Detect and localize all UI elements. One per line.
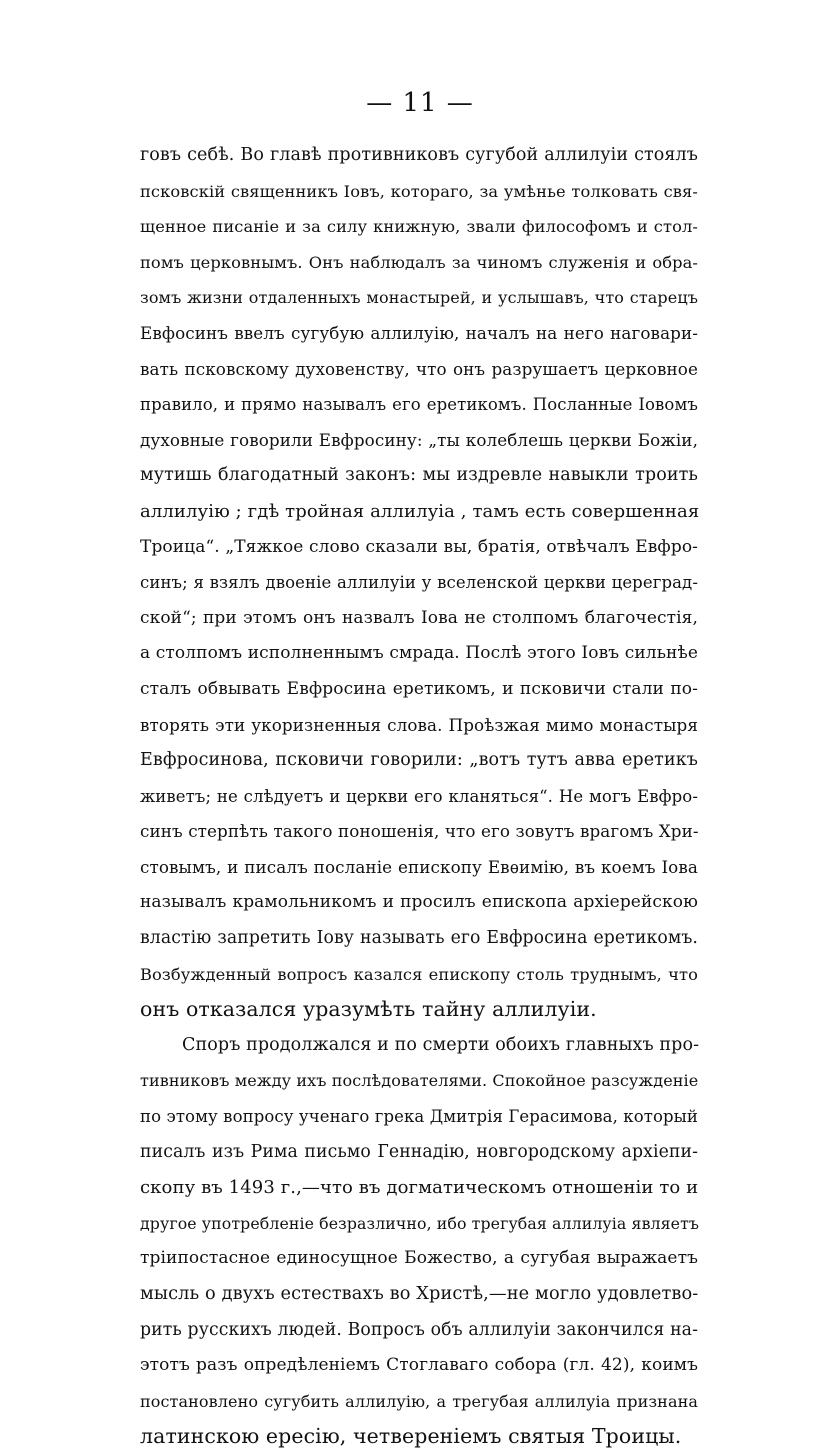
text-line: мутишь благодатный законъ: мы издревле навыкли троить: [140, 465, 698, 486]
text-line: постановлено сугубить аллилуію, а трегубая аллилуіа признана: [140, 1391, 698, 1411]
body-text: [140, 138, 698, 1455]
text-line: аллилуію ; гдѣ тройная аллилуіа , тамъ есть совершенная: [140, 500, 700, 522]
text-line: Евфросинова, псковичи говорили: „вотъ тутъ авва еретикъ: [140, 750, 698, 771]
text-line: Возбужденный вопросъ казался епископу столь труднымъ, что: [140, 964, 698, 984]
text-line: помъ церковнымъ. Онъ наблюдалъ за чиномъ служенія и обра-: [140, 252, 698, 272]
text-line: по этому вопросу ученаго грека Дмитрія Герасимова, который: [140, 1107, 698, 1127]
text-line: называлъ крамольникомъ и просилъ епископа архіерейскою: [140, 892, 698, 913]
text-line: говъ себѣ. Во главѣ противниковъ сугубой аллилуіи стоялъ: [140, 145, 698, 165]
text-line: мысль о двухъ естествахъ во Христѣ,—не могло удовлетво-: [140, 1284, 699, 1304]
page-number: — 11 —: [366, 88, 474, 118]
text-line: писалъ изъ Рима письмо Геннадію, новгородскому архіепи-: [140, 1141, 698, 1162]
text-line: онъ отказался уразумѣть тайну аллилуіи.: [140, 997, 597, 1022]
text-line: тріипостасное единосущное Божество, а сугубая выражаетъ: [140, 1248, 698, 1269]
text-line: другое употребленіе безразлично, ибо трегубая аллилуіа являетъ: [140, 1213, 700, 1233]
text-line: синъ; я взялъ двоеніе аллилуіи у вселенской церкви цереград-: [140, 573, 698, 593]
text-line: духовные говорили Евфросину: „ты колеблешь церкви Божіи,: [140, 429, 698, 450]
text-line: Троица“. „Тяжкое слово сказали вы, братія, отвѣчалъ Евфро-: [140, 536, 698, 557]
text-line: правило, и прямо называлъ его еретикомъ. Посланные Іовомъ: [140, 395, 698, 415]
text-line: вторять эти укоризненныя слова. Проѣзжая мимо монастыря: [140, 714, 698, 735]
paragraph-1: [140, 138, 698, 1028]
paragraph-2: [140, 1028, 698, 1455]
text-line: властію запретить Іову называть его Евфросина еретикомъ.: [140, 928, 698, 949]
text-line: щенное писаніе и за силу книжную, звали философомъ и стол-: [140, 217, 698, 237]
text-line: сталъ обвывать Евфросина еретикомъ, и псковичи стали по-: [140, 678, 698, 699]
text-line: скопу въ 1493 г.,—что въ догматическомъ отношеніи то и: [140, 1177, 699, 1199]
text-line: этотъ разъ опредѣленіемъ Стоглаваго собора (гл. 42), коимъ: [140, 1355, 698, 1376]
text-line: латинскою ересію, четвереніемъ святыя Троицы.: [140, 1424, 682, 1449]
text-line: живетъ; не слѣдуетъ и церкви его кланяться“. Не могъ Евфро-: [140, 786, 698, 806]
text-line: Евфосинъ ввелъ сугубую аллилуію, началъ на него наговари-: [140, 322, 698, 343]
text-line: тивниковъ между ихъ послѣдователями. Спокойное разсужденіе: [140, 1071, 699, 1091]
text-line: рить русскихъ людей. Вопросъ объ аллилуіи закончился на-: [140, 1319, 698, 1340]
text-line: вать псковскому духовенству, что онъ разрушаетъ церковное: [140, 358, 698, 379]
text-line: зомъ жизни отдаленныхъ монастырей, и услышавъ, что старецъ: [140, 288, 698, 308]
text-line: ской“; при этомъ онъ назвалъ Іова не столпомъ благочестія,: [140, 607, 698, 628]
text-line: Споръ продолжался и по смерти обоихъ главныхъ про-: [182, 1034, 700, 1055]
text-line: псковскій священникъ Іовъ, котораго, за умѣнье толковать свя-: [140, 181, 698, 201]
text-line: синъ стерпѣть такого поношенія, что его зовутъ врагомъ Хри-: [140, 821, 699, 842]
text-line: а столпомъ исполненнымъ смрада. Послѣ этого Іовъ сильнѣе: [140, 643, 698, 664]
text-line: стовымъ, и писалъ посланіе епископу Евѳимію, въ коемъ Іова: [140, 856, 698, 877]
